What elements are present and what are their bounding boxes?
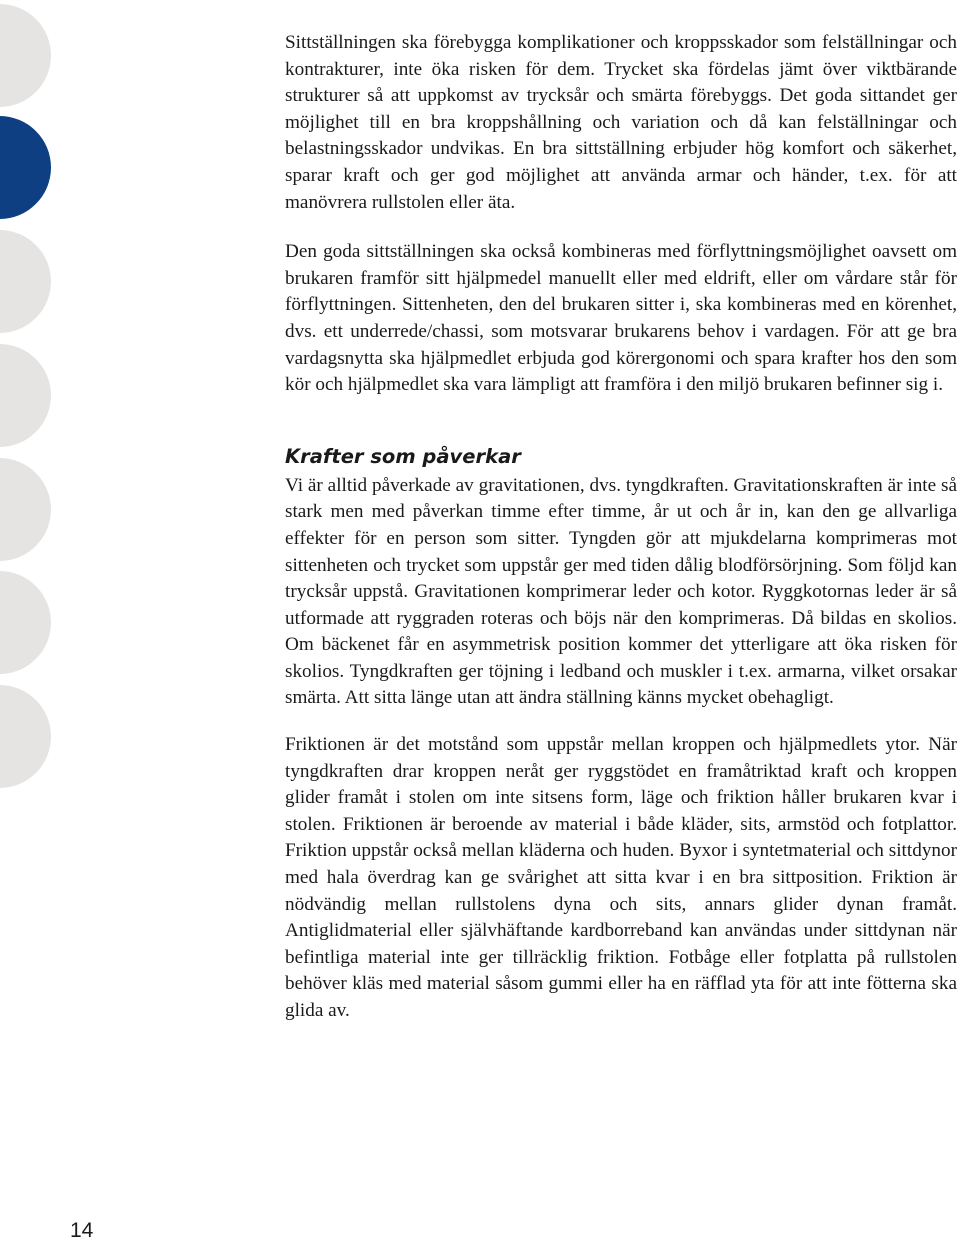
section-tab-7 <box>0 685 51 788</box>
paragraph-sitting-position: Sittställningen ska förebygga komplikationer och kroppsskador som felställningar och kontrakturer, inte öka risken för dem. Trycket ska fördelas jämt över viktbärande strukturer så att uppkomst av trycksår och smärta förebyggs. Det goda sittandet ger möjlighet till en bra kroppshållning och variation och då kan felställningar och belastningsskador undvikas. En bra sittställning erbjuder hög komfort och säkerhet, sparar kraft och ger god möjlighet att använda armar och händer, t.ex. för att manövrera rullstolen eller äta. <box>285 32 957 213</box>
section-tab-5 <box>0 458 51 561</box>
section-tab-4 <box>0 344 51 447</box>
paragraph-friction: Friktionen är det motstånd som uppstår mellan kroppen och hjälpmedlets ytor. När tyngdkraften drar kroppen neråt ger ryggstödet en framåtriktad kraft och kroppen glider framåt i stolen om inte sitsens form, läge och friktion håller brukaren kvar i stolen. Friktionen är beroende av material i både kläder, sits, armstöd och fotplattor. Friktion uppstår också mellan kläderna och huden. Byxor i syntetmaterial och sittdynor med hala överdrag kan ge svårighet att sitta kvar i en bra sittposition. Friktion är nödvändig mellan rullstolens dyna och sits, annars glider dynan framåt. Antiglidmaterial eller självhäftande kardborreband kan användas under sittdynan när befintliga material inte ger tillräcklig friktion. Fotbåge eller fotplatta på rullstolen behöver kläs med material såsom gummi eller ha en räfflad yta för att inte fötterna ska glida av. <box>285 734 957 1021</box>
paragraph-mobility: Den goda sittställningen ska också kombineras med förflyttningsmöjlighet oavsett om brukaren framför sitt hjälpmedel manuellt eller med eldrift, eller om vårdare står för förflyttningen. Sittenheten, den del brukaren sitter i, ska kombineras med en körenhet, dvs. ett underrede/chassi, som motsvarar brukarens behov i vardagen. För att ge bra vardagsnytta ska hjälpmedlet erbjuda god körergonomi och spara krafter hos den som kör och hjälpmedlet ska vara lämpligt att framföra i den miljö brukaren befinner sig i. <box>285 241 957 396</box>
paragraph-gravity: Vi är alltid påverkade av gravitationen, dvs. tyngdkraften. Gravitationskraften är inte så stark men med påverkan timme efter timme, år ut och år in, kan den ge allvarliga effekter för en person som sitter. Tyngden gör att mjukdelarna komprimeras mot sittenheten och trycket som uppstår ger med tiden dålig blodförsörjning. Som följd kan trycksår uppstå. Gravitationen komprimerar leder och kotor. Ryggkotornas leder är så utformade att ryggraden roteras och böjs när den komprimeras. Då bildas en skolios. Om bäckenet får en asymmetrisk position kommer det ytterligare att öka risken för skolios. Tyngdkraften ger töjning i ledband och muskler i t.ex. armarna, vilket orsakar smärta. Att sitta länge utan att ändra ställning känns mycket obehagligt. <box>285 474 957 709</box>
section-heading: Krafter som påverkar <box>285 444 521 468</box>
section-tab-6 <box>0 571 51 674</box>
section-tab-2-active <box>0 116 51 219</box>
page-body <box>285 30 957 1025</box>
section-tab-3 <box>0 230 51 333</box>
page-number: 14 <box>70 1219 94 1242</box>
section-tab-1 <box>0 4 51 107</box>
